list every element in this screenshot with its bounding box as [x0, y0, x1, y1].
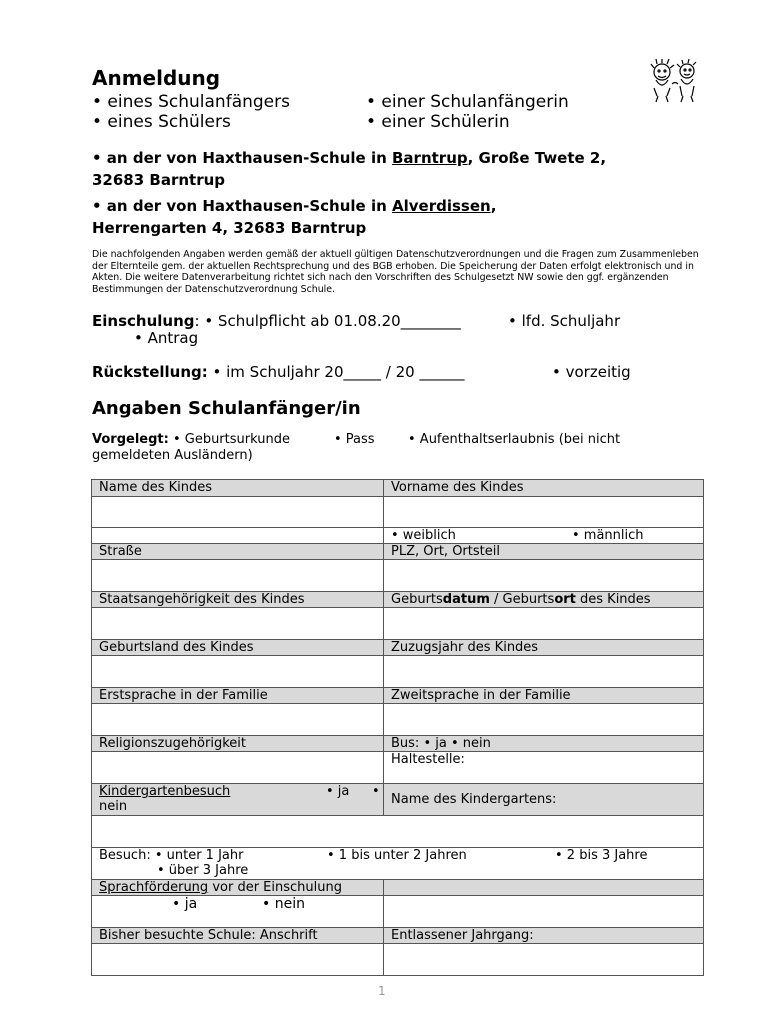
field-vorname[interactable]: [384, 497, 704, 528]
school-option-barntrup[interactable]: • an der von Haxthausen-Schule in Barntrup, Große Twete 2, 32683 Barntrup: [92, 149, 607, 189]
option-kiga-nein-bullet[interactable]: •: [372, 784, 380, 799]
label-zuzugsjahr: Zuzugsjahr des Kindes: [384, 640, 704, 656]
school-option-alverdissen[interactable]: • an der von Haxthausen-Schule in Alverdissen, Herrengarten 4, 32683 Barntrup: [92, 197, 497, 237]
field-religion[interactable]: [92, 752, 384, 784]
field-sprachfoerderung[interactable]: [384, 896, 704, 928]
option-vorzeitig[interactable]: • vorzeitig: [552, 363, 631, 381]
label-religion: Religionszugehörigkeit: [92, 736, 384, 752]
option-schueler[interactable]: • eines Schülers: [92, 112, 231, 132]
rueckstellung-row: Rückstellung: • im Schuljahr 20_____ / 20 ______: [92, 363, 465, 381]
label-vorname: Vorname des Kindes: [384, 480, 704, 497]
field-strasse[interactable]: [92, 560, 384, 592]
option-schulanfaengerin[interactable]: • einer Schulanfängerin: [366, 92, 569, 112]
label-bus[interactable]: Bus: • ja • nein: [384, 736, 704, 752]
label-plz: PLZ, Ort, Ortsteil: [384, 544, 704, 560]
label-zweitsprache: Zweitsprache in der Familie: [384, 688, 704, 704]
option-aufenthaltserlaubnis[interactable]: • Aufenthaltserlaubnis (bei nicht: [408, 432, 621, 447]
label-bisherige-schule: Bisher besuchte Schule: Anschrift: [92, 928, 384, 944]
vorgelegt-row: Vorgelegt: • Geburtsurkunde: [92, 432, 290, 447]
label-geburtsland: Geburtsland des Kindes: [92, 640, 384, 656]
vorgelegt-line2: gemeldeten Ausländern): [92, 448, 253, 463]
option-schuelerin[interactable]: • einer Schülerin: [366, 112, 510, 132]
field-haltestelle[interactable]: Haltestelle:: [384, 752, 704, 784]
option-weiblich[interactable]: • weiblich: [391, 528, 456, 543]
label-staatsangehoerigkeit: Staatsangehörigkeit des Kindes: [92, 592, 384, 608]
label-strasse: Straße: [92, 544, 384, 560]
option-geburtsurkunde[interactable]: • Geburtsurkunde: [168, 432, 290, 447]
field-zweitsprache[interactable]: [384, 704, 704, 736]
label-sprachfoerderung: Sprachförderung vor der Einschulung: [92, 880, 384, 896]
angaben-heading: Angaben Schulanfänger/in: [92, 398, 361, 419]
field-plz[interactable]: [384, 560, 704, 592]
option-maennlich[interactable]: • männlich: [572, 528, 644, 543]
option-schulanfaenger[interactable]: • eines Schulanfängers: [92, 92, 290, 112]
option-unter-1-jahr[interactable]: Besuch: • unter 1 Jahr: [99, 848, 244, 863]
kiga-row: [92, 784, 384, 816]
option-1-bis-2-jahre[interactable]: • 1 bis unter 2 Jahren: [327, 848, 467, 863]
field-blank[interactable]: [92, 528, 384, 544]
option-pass[interactable]: • Pass: [334, 432, 375, 447]
option-ueber-3-jahre[interactable]: • über 3 Jahre: [157, 863, 249, 878]
field-geburtsdatum-ort[interactable]: [384, 608, 704, 640]
label-sprachfoerderung-right: [384, 880, 704, 896]
option-lfd-schuljahr[interactable]: • lfd. Schuljahr: [508, 312, 621, 330]
field-bisherige-schule[interactable]: [92, 944, 384, 976]
field-name[interactable]: [92, 497, 384, 528]
page-number: 1: [378, 984, 386, 998]
children-logo-icon: [648, 58, 702, 104]
option-kiga-nein[interactable]: nein: [99, 799, 128, 814]
sprachfoerderung-options: [92, 896, 384, 928]
einschulung-row: Einschulung: • Schulpflicht ab 01.08.20________: [92, 312, 461, 330]
field-staatsangehoerigkeit[interactable]: [92, 608, 384, 640]
label-kindergarten-name: Name des Kindergartens:: [384, 784, 704, 816]
option-sprach-ja[interactable]: • ja: [172, 896, 198, 912]
option-sprach-nein[interactable]: • nein: [262, 896, 305, 912]
field-zuzugsjahr[interactable]: [384, 656, 704, 688]
document-title: Anmeldung: [92, 66, 221, 90]
label-geburtsdatum-ort: Geburtsdatum / Geburtsort des Kindes: [384, 592, 704, 608]
label-erstsprache: Erstsprache in der Familie: [92, 688, 384, 704]
option-schulpflicht[interactable]: • Schulpflicht ab 01.08.20________: [204, 312, 461, 330]
option-antrag[interactable]: • Antrag: [134, 329, 199, 347]
option-im-schuljahr[interactable]: • im Schuljahr 20_____ / 20 ______: [207, 363, 465, 381]
label-name: Name des Kindes: [92, 480, 384, 497]
field-kindergarten[interactable]: [92, 816, 704, 848]
besuch-row: [92, 848, 704, 880]
field-erstsprache[interactable]: [92, 704, 384, 736]
privacy-notice: Die nachfolgenden Angaben werden gemäß der aktuell gültigen Datenschutzverordnungen und die Fragen zum Zusammenleben der Elternteile gem. der aktuellen Rechtsprechung und des BGB erhoben. Die Speicherung der Daten erfolgt elektronisch und in Akten. Die weitere Datenverarbeitung richtet sich nach den Vorschriften des Schulgesetzt NW sowie den ggf. ergänzenden Bestimmungen der Datenschutzverordnung Schule.: [92, 249, 699, 295]
option-2-bis-3-jahre[interactable]: • 2 bis 3 Jahre: [555, 848, 648, 863]
gender-row: [384, 528, 704, 544]
label-jahrgang: Entlassener Jahrgang:: [384, 928, 704, 944]
field-geburtsland[interactable]: [92, 656, 384, 688]
registration-table: [91, 479, 704, 976]
field-jahrgang[interactable]: [384, 944, 704, 976]
option-kiga-ja[interactable]: • ja: [326, 784, 350, 799]
label-kindergartenbesuch: Kindergartenbesuch: [99, 784, 231, 799]
